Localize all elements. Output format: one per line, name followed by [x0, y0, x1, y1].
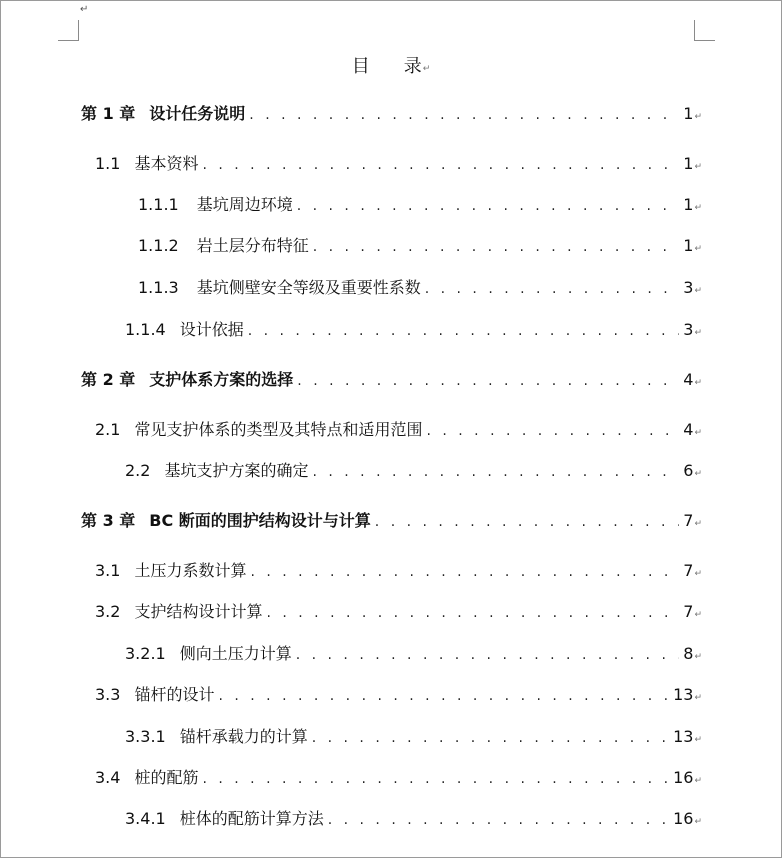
- toc-page-number: 8: [683, 644, 694, 663]
- margin-corner-top-right: [694, 20, 715, 41]
- toc-page-number: 7: [683, 561, 694, 580]
- toc-entry-label: 1.1.3 基坑侧壁安全等级及重要性系数: [138, 278, 421, 297]
- toc-leader-dots: [312, 464, 679, 480]
- toc-leader-dots: [266, 605, 679, 621]
- toc-entry-label: 1.1 基本资料: [95, 154, 199, 173]
- toc-entry-label: 3.1 土压力系数计算: [95, 561, 247, 580]
- toc-entry-label: 3.2 支护结构设计计算: [95, 602, 263, 621]
- toc-entry-label: 第 2 章 支护体系方案的选择: [81, 370, 294, 389]
- toc-leader-dots: [202, 157, 679, 173]
- toc-page-number: 1: [683, 195, 694, 214]
- toc-leader-dots: [250, 564, 679, 580]
- toc-leader-dots: [296, 647, 680, 663]
- toc-entry-label: 3.2.1 侧向土压力计算: [125, 644, 292, 663]
- toc-page-number: 1: [683, 236, 694, 255]
- toc-entry-label: 3.3 锚杆的设计: [95, 685, 215, 704]
- toc-page-number: 6: [683, 461, 694, 480]
- toc-entry-1-1-3[interactable]: 1.1.3 基坑侧壁安全等级及重要性系数 . . . 3 ↵: [0, 275, 782, 299]
- toc-leader-dots: [312, 730, 669, 746]
- toc-entry-3-4[interactable]: 3.4 桩的配筋 . . . 16 ↵: [0, 765, 782, 789]
- toc-page-number: 7: [683, 602, 694, 621]
- toc-page-number: 16: [673, 768, 694, 787]
- toc-entry-label: 2.1 常见支护体系的类型及其特点和适用范围: [95, 420, 423, 439]
- toc-entry-label: 2.2 基坑支护方案的确定: [125, 461, 309, 480]
- toc-entry-3-3[interactable]: 3.3 锚杆的设计 . . . 13 ↵: [0, 682, 782, 706]
- toc-page-number: 4: [683, 420, 694, 439]
- toc-page-number: 7: [683, 511, 694, 530]
- toc-entry-3-2-1[interactable]: 3.2.1 侧向土压力计算 . . . 8 ↵: [0, 641, 782, 665]
- toc-page-number: 3: [683, 278, 694, 297]
- toc-page-number: 3: [683, 320, 694, 339]
- toc-entry-label: 第 3 章 BC 断面的围护结构设计与计算: [81, 511, 371, 530]
- toc-page-number: 13: [673, 685, 694, 704]
- toc-title: [0, 52, 782, 78]
- toc-entry-label: 3.4.1 桩体的配筋计算方法: [125, 809, 324, 828]
- toc-entry-chapter-3[interactable]: 第 3 章 BC 断面的围护结构设计与计算 . . . 7 ↵: [0, 508, 782, 532]
- toc-entry-1-1-1[interactable]: 1.1.1 基坑周边环境 . . . 1 ↵: [0, 192, 782, 216]
- paragraph-mark: ↵: [422, 64, 431, 74]
- toc-page-number: 4: [683, 370, 694, 389]
- toc-title-part2: 录: [403, 56, 422, 77]
- toc-entry-label: 1.1.4 设计依据: [125, 320, 244, 339]
- toc-page-number: 1: [683, 154, 694, 173]
- margin-corner-top-left: [58, 20, 79, 41]
- toc-entry-label: 第 1 章 设计任务说明: [81, 104, 246, 123]
- toc-entry-1-1[interactable]: 1.1 基本资料 . . . 1 ↵: [0, 151, 782, 175]
- toc-entry-chapter-1[interactable]: 第 1 章 设计任务说明 . . . 1 ↵: [0, 101, 782, 125]
- toc-leader-dots: [297, 373, 679, 389]
- toc-leader-dots: [249, 107, 679, 123]
- toc-leader-dots: [248, 323, 680, 339]
- toc-entry-1-1-4[interactable]: 1.1.4 设计依据 . . . 3 ↵: [0, 317, 782, 341]
- toc-entry-label: 1.1.2 岩土层分布特征: [138, 236, 309, 255]
- toc-entry-2-1[interactable]: 2.1 常见支护体系的类型及其特点和适用范围 . . . 4 ↵: [0, 417, 782, 441]
- toc-leader-dots: [297, 198, 680, 214]
- toc-page-number: 1: [683, 104, 694, 123]
- toc-leader-dots: [202, 771, 669, 787]
- toc-entry-label: 1.1.1 基坑周边环境: [138, 195, 293, 214]
- toc-leader-dots: [426, 423, 679, 439]
- toc-entry-label: 3.4 桩的配筋: [95, 768, 199, 787]
- toc-entry-3-1[interactable]: 3.1 土压力系数计算 . . . 7 ↵: [0, 558, 782, 582]
- toc-leader-dots: [425, 281, 680, 297]
- toc-leader-dots: [375, 514, 679, 530]
- toc-leader-dots: [313, 239, 680, 255]
- toc-entry-chapter-2[interactable]: 第 2 章 支护体系方案的选择 . . . 4 ↵: [0, 367, 782, 391]
- toc-leader-dots: [328, 812, 669, 828]
- toc-page-number: 16: [673, 809, 694, 828]
- toc-leader-dots: [218, 688, 669, 704]
- toc-entry-2-2[interactable]: 2.2 基坑支护方案的确定 . . . 6 ↵: [0, 458, 782, 482]
- toc-entry-1-1-2[interactable]: 1.1.2 岩土层分布特征 . . . 1 ↵: [0, 233, 782, 257]
- top-paragraph-mark: ↵: [80, 4, 89, 15]
- toc-entry-label: 3.3.1 锚杆承载力的计算: [125, 727, 308, 746]
- toc-entry-3-4-1[interactable]: 3.4.1 桩体的配筋计算方法 . . . 16 ↵: [0, 806, 782, 830]
- toc-title-part1: 目: [351, 56, 370, 77]
- toc-page-number: 13: [673, 727, 694, 746]
- toc-entry-3-2[interactable]: 3.2 支护结构设计计算 . . . 7 ↵: [0, 599, 782, 623]
- toc-entry-3-3-1[interactable]: 3.3.1 锚杆承载力的计算 . . . 13 ↵: [0, 724, 782, 748]
